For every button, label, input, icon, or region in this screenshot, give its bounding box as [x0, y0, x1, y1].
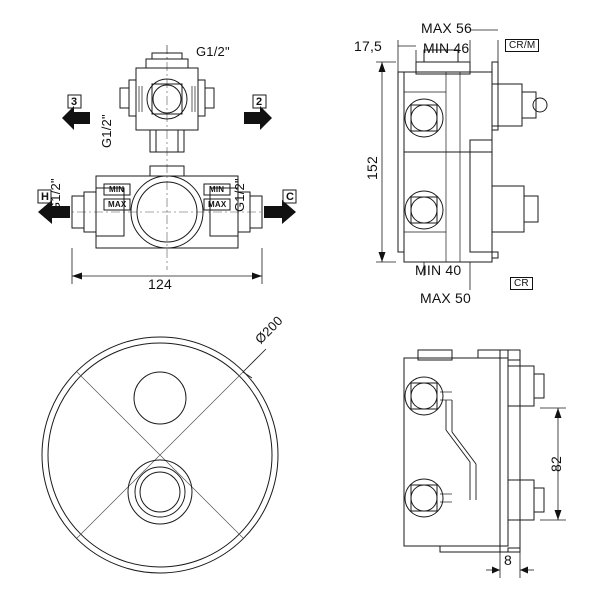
dimension-height-152: 152	[364, 156, 380, 180]
dimension-min-46: MIN 46	[423, 40, 470, 56]
label-min-left: MIN	[109, 185, 125, 194]
label-min-right: MIN	[209, 185, 225, 194]
label-max-right: MAX	[208, 200, 227, 209]
dimension-max-50: MAX 50	[420, 290, 471, 306]
label-thread-top-right: G1/2"	[196, 44, 230, 59]
label-port-2: 2	[256, 96, 263, 108]
label-port-3: 3	[71, 96, 78, 108]
label-port-h: H	[41, 191, 50, 203]
label-port-c: C	[286, 191, 295, 203]
dimension-diameter-200: Ø200	[252, 312, 286, 347]
label-thread-top-left: G1/2"	[99, 114, 114, 148]
dimension-min-40: MIN 40	[415, 262, 462, 278]
dimension-offset-17-5: 17,5	[354, 38, 383, 54]
label-thread-left: G1/2"	[48, 178, 63, 212]
dimension-height-82: 82	[548, 456, 564, 472]
dimension-depth-8: 8	[504, 552, 512, 568]
badge-cr-m: CR/M	[505, 39, 539, 52]
label-thread-right: G1/2"	[232, 178, 247, 212]
dimension-max-56: MAX 56	[421, 20, 472, 36]
label-max-left: MAX	[108, 200, 127, 209]
badge-cr: CR	[510, 277, 533, 290]
dimension-width-124: 124	[148, 276, 172, 292]
